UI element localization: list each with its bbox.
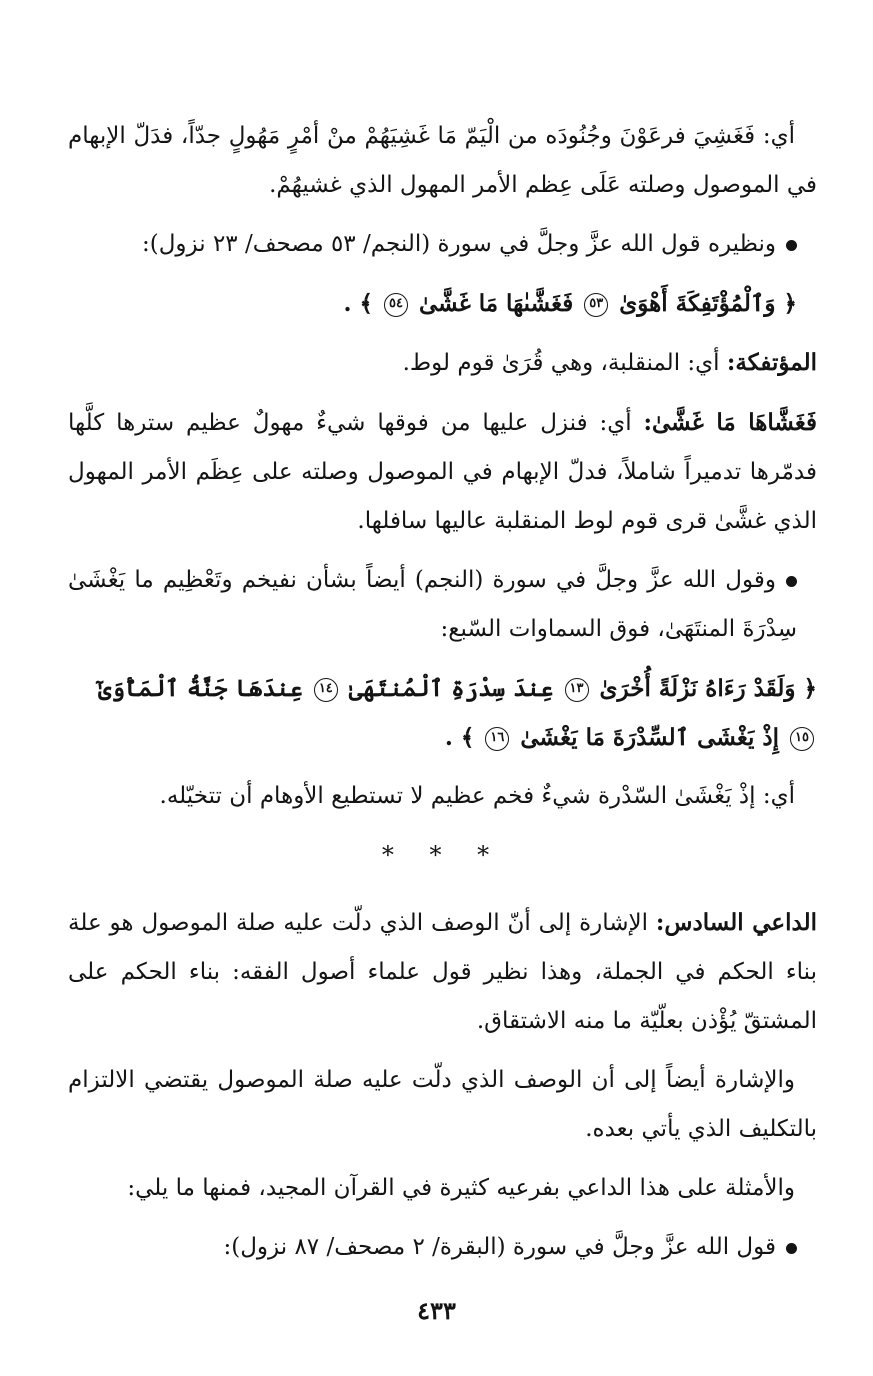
paragraph-sidra-explanation: أي: إذْ يَغْشَىٰ السّدْرة شيءٌ فخم عظيم لا تستطيع الأوهام أن تتخيّله. xyxy=(159,783,795,809)
section-text: الإشارة إلى أنّ الوصف الذي دلّت عليه صلة الموصول هو علة بناء الحكم في الجملة، وهذا نظير قول علماء أصول الفقه: بناء الحكم على المشتقّ يُؤْذن بعلّيّة ما منه الاشتقاق. xyxy=(68,910,817,1034)
section-divider-stars: * * * xyxy=(381,841,504,869)
paragraph-mutafika-definition xyxy=(68,338,817,388)
paragraph-text: قول الله عزَّ وجلَّ في سورة (البقرة/ ٢ مصحف/ ٨٧ نزول): xyxy=(223,1234,776,1260)
term-label: فَغَشَّاهَا مَا غَشَّىٰ: xyxy=(643,409,817,436)
quran-verse-block-1 xyxy=(68,279,817,328)
quran-verse-block-2 xyxy=(68,664,817,762)
verse-number-badge: ١٤ xyxy=(314,678,338,702)
paragraph-sidra-reference xyxy=(68,556,817,654)
paragraph-text: وقول الله عزَّ وجلَّ في سورة (النجم) أيضاً بشأن نفيخم وتَعْظِيم ما يَغْشَىٰ سِدْرَةَ المنتَهَىٰ، فوق السماوات السّبع: xyxy=(68,567,797,642)
paragraph-najm-reference xyxy=(68,220,817,269)
section-heading-label: الداعي السادس: xyxy=(655,909,817,936)
verse-number-badge: ٥٣ xyxy=(584,293,608,317)
ornate-bracket-open: ﴿ xyxy=(783,290,797,317)
verse-text: إِذْ يَغْشَى ٱلسِّدْرَةَ مَا يَغْشَىٰ xyxy=(520,724,779,751)
verse-text: عِندَ سِدْرَةِ ٱلْمُنتَهَىٰ xyxy=(348,675,554,702)
page-number: ٤٣٣ xyxy=(417,1296,456,1325)
term-label: المؤتفكة: xyxy=(726,349,817,376)
paragraph-baqara-reference xyxy=(68,1223,817,1272)
explanation-text: أي: فنزل عليها من فوقها شيءٌ مهولٌ عظيم سترها كلَّها فدمّرها تدميراً شاملاً، فدلّ الإبهام في الموصول وصلته على عِظَم الأمر المهول الذي غشَّىٰ قرى قوم لوط المنقلبة عاليها سافلها. xyxy=(68,410,817,534)
bullet-icon xyxy=(786,1243,797,1254)
definition-text: أي: المنقلبة، وهي قُرَىٰ قوم لوط. xyxy=(402,350,727,376)
paragraph-examples-intro: والأمثلة على هذا الداعي بفرعيه كثيرة في القرآن المجيد، فمنها ما يلي: xyxy=(127,1175,795,1201)
ornate-bracket-close: ﴾ . xyxy=(343,290,373,317)
paragraph-indication: والإشارة أيضاً إلى أن الوصف الذي دلّت عليه صلة الموصول يقتضي الالتزام بالتكليف الذي يأتي بعده. xyxy=(68,1067,817,1142)
bullet-icon xyxy=(786,240,797,251)
verse-number-badge: ٥٤ xyxy=(384,293,408,317)
verse-number-badge: ١٣ xyxy=(565,678,589,702)
paragraph-sixth-motive xyxy=(68,898,817,1046)
verse-number-badge: ١٥ xyxy=(790,727,814,751)
page-body xyxy=(68,112,817,1282)
verse-text: فَغَشَّىٰهَا مَا غَشَّىٰ xyxy=(419,290,574,317)
verse-number-badge: ١٦ xyxy=(485,727,509,751)
paragraph-explanation-pharaoh: أي: فَغَشِيَ فرعَوْنَ وجُنُودَه من الْيَمّ مَا غَشِيَهُمْ منْ أمْرٍ مَهُولٍ جدّاً، فدَلّ الإبهام في الموصول وصلته عَلَى عِظم الأمر المهول الذي غشيهُمْ. xyxy=(68,123,817,198)
paragraph-ghashaha-explanation xyxy=(68,398,817,546)
verse-text: وَلَقَدْ رَءَاهُ نَزْلَةً أُخْرَىٰ xyxy=(599,675,796,702)
verse-text: وَٱلْمُؤْتَفِكَةَ أَهْوَىٰ xyxy=(619,290,776,317)
bullet-icon xyxy=(786,576,797,587)
verse-text: عِندَهَا جَنَّةُ ٱلْمَأْوَىٰٓ xyxy=(98,675,303,702)
paragraph-text: ونظيره قول الله عزَّ وجلَّ في سورة (النجم/ ٥٣ مصحف/ ٢٣ نزول): xyxy=(141,231,776,257)
ornate-bracket-open: ﴿ xyxy=(803,675,817,702)
ornate-bracket-close: ﴾ . xyxy=(444,724,475,751)
